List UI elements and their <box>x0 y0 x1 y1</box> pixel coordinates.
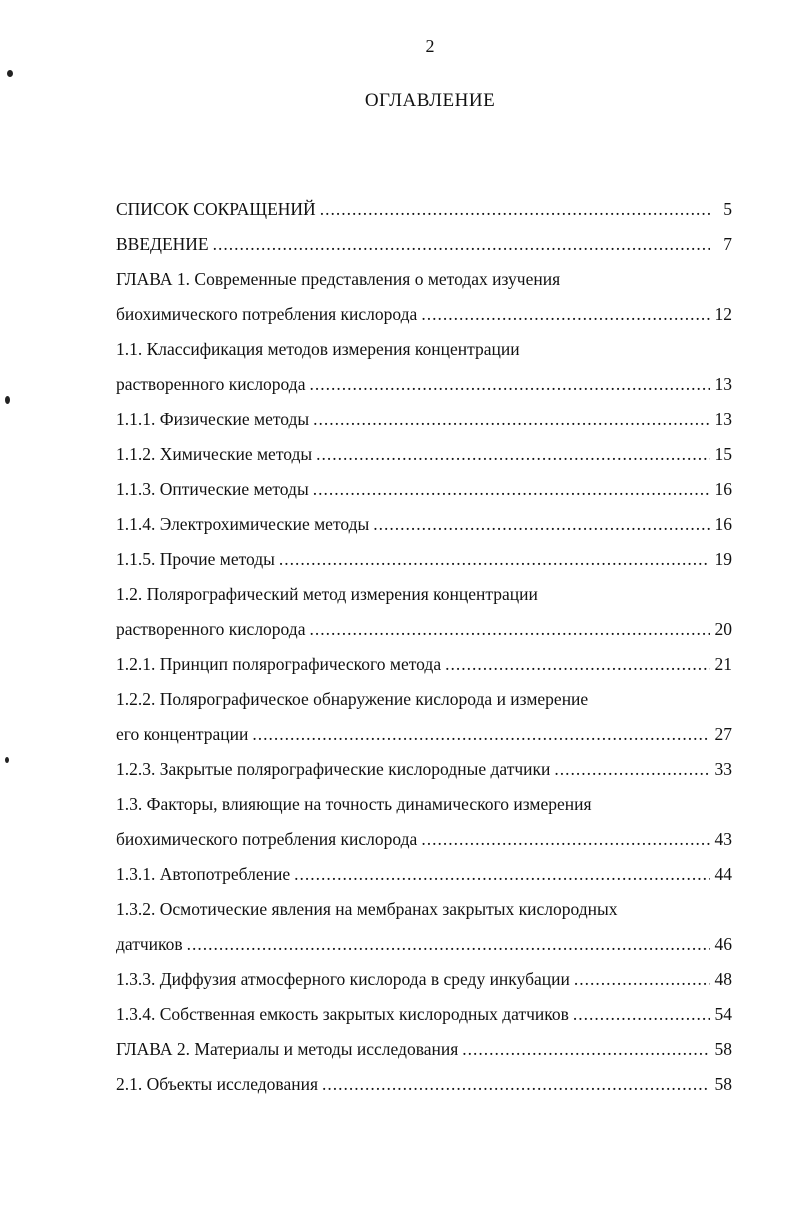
toc-entry-page: 19 <box>714 549 732 569</box>
toc-entry <box>116 192 732 227</box>
toc-entry-title: ВВЕДЕНИЕ <box>116 234 209 254</box>
toc-leader-dots <box>309 367 710 402</box>
toc-entry-page: 7 <box>723 234 732 254</box>
toc-entry-title: 1.1.1. Физические методы <box>116 409 310 429</box>
toc-entry-page: 5 <box>723 199 732 219</box>
toc-leader-dots <box>421 822 710 857</box>
toc-entry <box>116 997 732 1032</box>
toc-entry-page: 46 <box>714 934 732 954</box>
toc-entry-title: 1.1.5. Прочие методы <box>116 549 275 569</box>
page-title: ОГЛАВЛЕНИЕ <box>364 90 496 111</box>
toc-leader-dots <box>313 402 710 437</box>
toc-entry: 1.2.2. Полярографическое обнаружение кислорода и измерение <box>116 689 589 709</box>
toc-entry <box>116 1032 732 1067</box>
table-of-contents <box>116 192 732 1102</box>
toc-entry-page: 15 <box>714 444 732 464</box>
toc-entry <box>116 822 732 857</box>
toc-entry <box>116 927 732 962</box>
toc-entry-title: биохимического потребления кислорода <box>116 829 418 849</box>
toc-leader-dots <box>252 717 710 752</box>
toc-leader-dots <box>279 542 710 577</box>
toc-entry: ГЛАВА 1. Современные представления о методах изучения <box>116 269 561 289</box>
toc-entry <box>116 402 732 437</box>
toc-entry-page: 58 <box>714 1074 732 1094</box>
toc-entry <box>116 962 732 997</box>
toc-entry-title: его концентрации <box>116 724 249 744</box>
toc-entry-page: 58 <box>714 1039 732 1059</box>
toc-leader-dots <box>294 857 710 892</box>
toc-entry-title: 1.3.1. Автопотребление <box>116 864 291 884</box>
toc-entry-page: 13 <box>714 374 732 394</box>
toc-entry-page: 43 <box>714 829 732 849</box>
toc-entry-title: 1.1.4. Электрохимические методы <box>116 514 370 534</box>
toc-entry: 1.1. Классификация методов измерения концентрации <box>116 339 520 359</box>
toc-entry-page: 16 <box>714 514 732 534</box>
toc-entry-title: 1.3.3. Диффузия атмосферного кислорода в среду инкубации <box>116 969 570 989</box>
toc-entry-page: 48 <box>714 969 732 989</box>
toc-leader-dots <box>187 927 710 962</box>
toc-entry-title: ГЛАВА 2. Материалы и методы исследования <box>116 1039 459 1059</box>
toc-entry-page: 12 <box>714 304 732 324</box>
toc-entry-title: 1.3.4. Собственная емкость закрытых кислородных датчиков <box>116 1004 569 1024</box>
toc-entry <box>116 612 732 647</box>
toc-entry-page: 33 <box>714 759 732 779</box>
toc-entry-page: 21 <box>714 654 732 674</box>
toc-entry-title: 1.1.2. Химические методы <box>116 444 313 464</box>
toc-entry-title: растворенного кислорода <box>116 374 306 394</box>
toc-leader-dots <box>574 962 710 997</box>
toc-leader-dots <box>313 472 710 507</box>
toc-entry-title: 2.1. Объекты исследования <box>116 1074 319 1094</box>
toc-entry-page: 27 <box>714 724 732 744</box>
toc-leader-dots <box>316 437 710 472</box>
toc-entry-page: 13 <box>714 409 732 429</box>
toc-entry <box>116 857 732 892</box>
toc-entry <box>116 297 732 332</box>
toc-entry-title: датчиков <box>116 934 183 954</box>
toc-entry <box>116 367 732 402</box>
toc-leader-dots <box>445 647 710 682</box>
toc-entry-title: растворенного кислорода <box>116 619 306 639</box>
toc-entry-title: биохимического потребления кислорода <box>116 304 418 324</box>
toc-leader-dots <box>373 507 710 542</box>
toc-entry: 1.3. Факторы, влияющие на точность динамического измерения <box>116 794 592 814</box>
toc-leader-dots <box>573 997 710 1032</box>
toc-entry-title: СПИСОК СОКРАЩЕНИЙ <box>116 199 316 219</box>
toc-leader-dots <box>554 752 710 787</box>
toc-leader-dots <box>213 227 710 262</box>
toc-entry-title: 1.2.3. Закрытые полярографические кислородные датчики <box>116 759 551 779</box>
toc-entry <box>116 752 732 787</box>
toc-entry <box>116 437 732 472</box>
toc-entry <box>116 507 732 542</box>
toc-entry <box>116 227 732 262</box>
scan-mark <box>5 757 9 763</box>
toc-leader-dots <box>462 1032 710 1067</box>
toc-entry-title: 1.1.3. Оптические методы <box>116 479 309 499</box>
toc-entry-page: 54 <box>714 1004 732 1024</box>
toc-leader-dots <box>421 297 710 332</box>
scan-mark <box>7 70 13 77</box>
toc-entry <box>116 542 732 577</box>
toc-leader-dots <box>320 192 710 227</box>
toc-leader-dots <box>322 1067 710 1102</box>
toc-entry: 1.2. Полярографический метод измерения концентрации <box>116 584 538 604</box>
toc-entry-page: 20 <box>714 619 732 639</box>
toc-entry-title: 1.2.1. Принцип полярографического метода <box>116 654 442 674</box>
toc-entry-page: 16 <box>714 479 732 499</box>
toc-entry <box>116 1067 732 1102</box>
toc-entry <box>116 717 732 752</box>
page-number: 2 <box>425 36 435 56</box>
scan-mark <box>5 396 10 404</box>
toc-entry-page: 44 <box>714 864 732 884</box>
toc-entry: 1.3.2. Осмотические явления на мембранах закрытых кислородных <box>116 899 618 919</box>
toc-entry <box>116 472 732 507</box>
toc-entry <box>116 647 732 682</box>
toc-leader-dots <box>309 612 710 647</box>
